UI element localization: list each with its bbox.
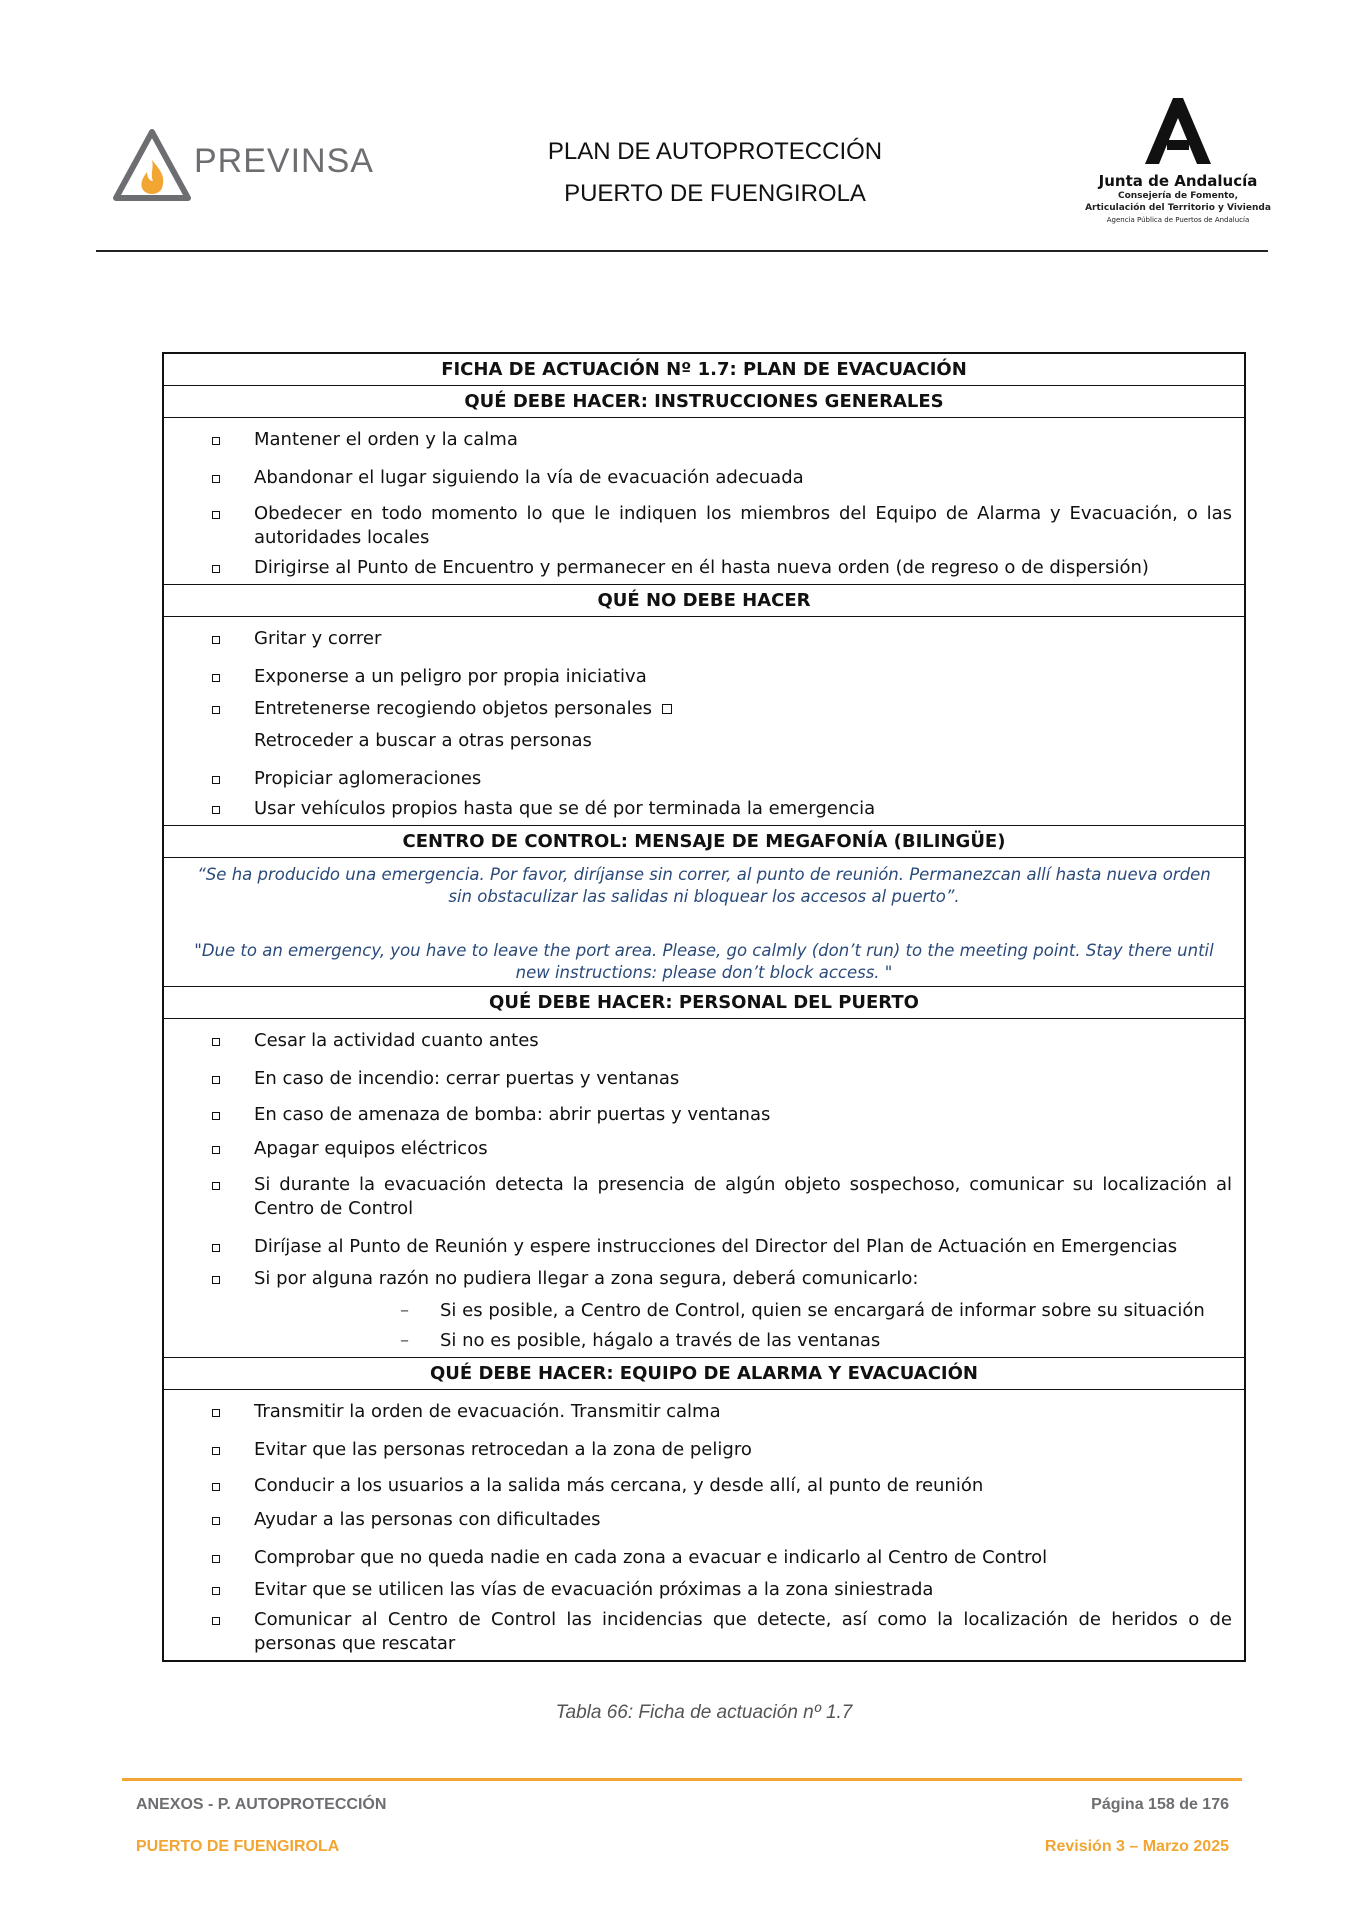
checkbox-bullet-icon — [212, 776, 220, 784]
checkbox-bullet-icon — [212, 1146, 220, 1154]
section-heading-equipo: QUÉ DEBE HACER: EQUIPO DE ALARMA Y EVACUACIÓN — [164, 1357, 1244, 1389]
megafonia-english: "Due to an emergency, you have to leave the port area. Please, go calmly (don’t run) to the meeting point. Stay there until new instructions: please don’t block access. " — [194, 941, 1214, 982]
checkbox-bullet-icon — [212, 565, 220, 573]
equipo-list — [164, 1389, 1244, 1660]
list-item: Usar vehículos propios hasta que se dé por terminada la emergencia — [164, 797, 1244, 821]
checkbox-bullet-icon — [212, 1483, 220, 1491]
junta-a-icon — [1143, 96, 1213, 166]
checkbox-bullet-icon — [212, 1409, 220, 1417]
sub-list-item: – Si no es posible, hágalo a través de las ventanas — [400, 1330, 881, 1351]
footer-section: ANEXOS - P. AUTOPROTECCIÓN — [136, 1796, 387, 1813]
junta-andalucia-logo — [1068, 96, 1288, 236]
dash-bullet: – — [400, 1330, 409, 1351]
list-item: Apagar equipos eléctricos — [164, 1137, 1244, 1161]
checkbox-bullet-icon — [212, 674, 220, 682]
checkbox-bullet-icon — [212, 437, 220, 445]
checkbox-bullet-icon — [212, 1555, 220, 1563]
table-caption: Tabla 66: Ficha de actuación nº 1.7 — [555, 1702, 853, 1723]
personal-list — [164, 1018, 1244, 1357]
checkbox-bullet-icon — [212, 511, 220, 519]
list-item: Evitar que se utilicen las vías de evacuación próximas a la zona siniestrada — [164, 1578, 1244, 1602]
sub-list-item: – Si es posible, a Centro de Control, quien se encargará de informar sobre su situación — [400, 1300, 1205, 1321]
list-item: Obedecer en todo momento lo que le indiquen los miembros del Equipo de Alarma y Evacuación, o las autoridades locales — [164, 502, 1244, 550]
list-item: Cesar la actividad cuanto antes — [164, 1029, 1244, 1053]
list-item: Transmitir la orden de evacuación. Transmitir calma — [164, 1400, 1244, 1424]
checkbox-bullet-icon — [212, 1112, 220, 1120]
document-title: PLAN DE AUTOPROTECCIÓN — [547, 138, 883, 165]
section-heading-megafonia: CENTRO DE CONTROL: MENSAJE DE MEGAFONÍA (BILINGÜE) — [164, 825, 1244, 857]
list-item: Si por alguna razón no pudiera llegar a zona segura, deberá comunicarlo: — [164, 1267, 1244, 1291]
section-heading-generales: QUÉ DEBE HACER: INSTRUCCIONES GENERALES — [164, 385, 1244, 417]
list-item: Si durante la evacuación detecta la presencia de algún objeto sospechoso, comunicar su localización al Centro de Control — [164, 1173, 1244, 1221]
list-item: En caso de incendio: cerrar puertas y ventanas — [164, 1067, 1244, 1091]
list-item: Gritar y correr — [164, 627, 1244, 651]
junta-agency: Agencia Pública de Puertos de Andalucía — [1106, 216, 1250, 224]
list-item: Evitar que las personas retrocedan a la zona de peligro — [164, 1438, 1244, 1462]
checkbox-bullet-icon — [212, 1517, 220, 1525]
checkbox-bullet-icon — [212, 1038, 220, 1046]
list-item: Diríjase al Punto de Reunión y espere instrucciones del Director del Plan de Actuación en Emergencias — [164, 1235, 1244, 1259]
checkbox-bullet-icon — [212, 475, 220, 483]
previnsa-brand-text: PREVINSA — [194, 142, 374, 180]
list-item: Conducir a los usuarios a la salida más cercana, y desde allí, al punto de reunión — [164, 1474, 1244, 1498]
megafonia-message — [164, 857, 1244, 986]
list-item: Entretenerse recogiendo objetos personales — [164, 697, 1244, 721]
footer-divider — [122, 1778, 1242, 1781]
list-item: Exponerse a un peligro por propia iniciativa — [164, 665, 1244, 689]
previnsa-flame-icon — [112, 126, 192, 206]
junta-subtitle-1: Consejería de Fomento, — [1117, 191, 1238, 201]
checkbox-bullet-icon — [212, 1182, 220, 1190]
list-item: Dirigirse al Punto de Encuentro y permanecer en él hasta nueva orden (de regreso o de dispersión) — [164, 556, 1244, 580]
checkbox-bullet-icon — [212, 806, 220, 814]
section-heading-no-hacer: QUÉ NO DEBE HACER — [164, 584, 1244, 616]
ficha-title: FICHA DE ACTUACIÓN Nº 1.7: PLAN DE EVACUACIÓN — [441, 359, 967, 380]
list-item: En caso de amenaza de bomba: abrir puertas y ventanas — [164, 1103, 1244, 1127]
previnsa-logo — [112, 126, 372, 206]
no-hacer-list — [164, 616, 1244, 825]
checkbox-bullet-icon — [212, 1447, 220, 1455]
footer-revision: Revisión 3 – Marzo 2025 — [1044, 1838, 1229, 1855]
megafonia-spanish: “Se ha producido una emergencia. Por favor, diríjanse sin correr, al punto de reunión. Permanezcan allí hasta nueva orden sin obstaculizar las salidas ni bloquear los accesos al puerto”. — [197, 865, 1211, 906]
ficha-actuacion-table — [162, 352, 1246, 1662]
footer-port-name: PUERTO DE FUENGIROLA — [136, 1838, 340, 1855]
list-item: Comprobar que no queda nadie en cada zona a evacuar e indicarlo al Centro de Control — [164, 1546, 1244, 1570]
checkbox-bullet-icon — [662, 704, 672, 714]
list-item: Mantener el orden y la calma — [164, 428, 1244, 452]
list-item: Ayudar a las personas con dificultades — [164, 1508, 1244, 1532]
section-heading-personal: QUÉ DEBE HACER: PERSONAL DEL PUERTO — [164, 986, 1244, 1018]
document-subtitle: PUERTO DE FUENGIROLA — [564, 180, 866, 207]
junta-title: Junta de Andalucía — [1098, 172, 1258, 190]
header-divider — [96, 250, 1268, 252]
checkbox-bullet-icon — [212, 636, 220, 644]
checkbox-bullet-icon — [212, 1076, 220, 1084]
footer-page-number: Página 158 de 176 — [1091, 1796, 1229, 1813]
list-item: Propiciar aglomeraciones — [164, 767, 1244, 791]
checkbox-bullet-icon — [212, 1587, 220, 1595]
checkbox-bullet-icon — [212, 1244, 220, 1252]
checkbox-bullet-icon — [212, 706, 220, 714]
checkbox-bullet-icon — [212, 1276, 220, 1284]
junta-subtitle-2: Articulación del Territorio y Vivienda — [1085, 203, 1271, 213]
list-item: Abandonar el lugar siguiendo la vía de evacuación adecuada — [164, 466, 1244, 490]
generales-list — [164, 417, 1244, 584]
list-item: Retroceder a buscar a otras personas — [254, 730, 592, 751]
dash-bullet: – — [400, 1300, 409, 1321]
checkbox-bullet-icon — [212, 1617, 220, 1625]
list-item: Comunicar al Centro de Control las incidencias que detecte, así como la localización de heridos o de personas que rescatar — [164, 1608, 1244, 1656]
